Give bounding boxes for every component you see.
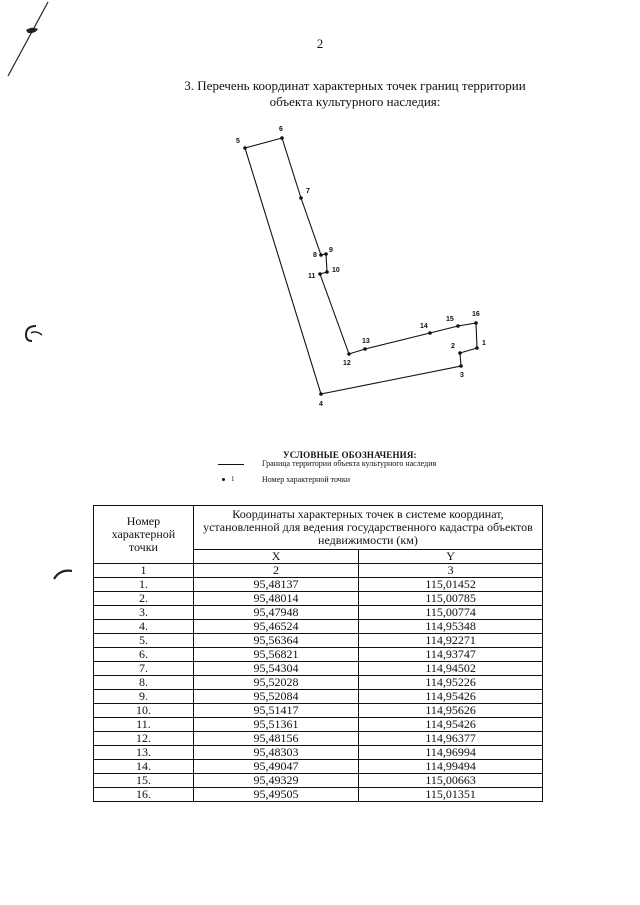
boundary-point	[319, 253, 323, 257]
boundary-point	[325, 270, 329, 274]
coord-y-cell: 114,96377	[359, 732, 543, 746]
boundary-point	[347, 352, 351, 356]
coord-x-cell: 95,51361	[193, 718, 358, 732]
boundary-point	[475, 346, 479, 350]
point-number-cell: 14.	[94, 760, 194, 774]
heading-line-1: 3. Перечень координат характерных точек границ территории	[184, 78, 526, 93]
coord-x-cell: 95,48156	[193, 732, 358, 746]
table-body	[94, 578, 543, 802]
boundary-point	[319, 392, 323, 396]
point-label: 16	[472, 311, 480, 318]
point-number-cell: 7.	[94, 662, 194, 676]
table-header-row	[94, 506, 543, 550]
coord-x-cell: 95,49047	[193, 760, 358, 774]
point-label: 3	[460, 372, 464, 379]
table-row	[94, 788, 543, 802]
point-number-cell: 13.	[94, 746, 194, 760]
coord-y-cell: 115,00785	[359, 592, 543, 606]
boundary-point	[299, 196, 303, 200]
header-y: Y	[359, 550, 543, 564]
coord-y-cell: 114,95626	[359, 704, 543, 718]
point-number-cell: 16.	[94, 788, 194, 802]
table-row	[94, 578, 543, 592]
legend-boundary-line	[218, 464, 244, 465]
header-point-number: Номер характерной точки	[94, 506, 194, 564]
point-label: 9	[329, 247, 333, 254]
table-row	[94, 690, 543, 704]
table-row	[94, 606, 543, 620]
point-label: 6	[279, 126, 283, 133]
index-cell: 2	[193, 564, 358, 578]
point-label: 12	[343, 360, 351, 367]
point-number-cell: 8.	[94, 676, 194, 690]
table-row	[94, 634, 543, 648]
table-row	[94, 746, 543, 760]
point-label: 14	[420, 323, 428, 330]
coord-y-cell: 115,01351	[359, 788, 543, 802]
coord-y-cell: 115,00663	[359, 774, 543, 788]
page-number: 2	[316, 36, 324, 51]
boundary-point	[280, 136, 284, 140]
table-row	[94, 732, 543, 746]
legend-point-sample: 1	[231, 475, 235, 483]
point-number-cell: 11.	[94, 718, 194, 732]
table-row	[94, 648, 543, 662]
table-row	[94, 662, 543, 676]
point-label: 1	[482, 340, 486, 347]
coord-x-cell: 95,48014	[193, 592, 358, 606]
table-row	[94, 718, 543, 732]
point-number-cell: 9.	[94, 690, 194, 704]
point-label: 7	[306, 188, 310, 195]
coord-x-cell: 95,46524	[193, 620, 358, 634]
coord-y-cell: 115,00774	[359, 606, 543, 620]
boundary-point	[474, 321, 478, 325]
margin-scribble-low	[52, 565, 74, 583]
point-number-cell: 3.	[94, 606, 194, 620]
coordinates-table	[93, 505, 543, 802]
boundary-point	[324, 252, 328, 256]
point-label: 8	[313, 252, 317, 259]
coord-y-cell: 114,93747	[359, 648, 543, 662]
boundary-point	[459, 364, 463, 368]
boundary-point	[318, 272, 322, 276]
heading-line-2: объекта культурного наследия:	[269, 94, 441, 109]
coord-x-cell: 95,47948	[193, 606, 358, 620]
coord-x-cell: 95,56364	[193, 634, 358, 648]
point-number-cell: 5.	[94, 634, 194, 648]
point-number-cell: 10.	[94, 704, 194, 718]
table-row	[94, 620, 543, 634]
table-row	[94, 676, 543, 690]
point-number-cell: 6.	[94, 648, 194, 662]
point-label: 10	[332, 267, 340, 274]
table-row	[94, 760, 543, 774]
boundary-point	[243, 146, 247, 150]
table-row	[94, 774, 543, 788]
coord-y-cell: 114,94502	[359, 662, 543, 676]
coord-x-cell: 95,48137	[193, 578, 358, 592]
coord-x-cell: 95,48303	[193, 746, 358, 760]
coord-y-cell: 114,99494	[359, 760, 543, 774]
index-cell: 1	[94, 564, 194, 578]
boundary-point	[458, 351, 462, 355]
legend-boundary-label: Граница территории объекта культурного наследия	[262, 459, 437, 468]
header-coordinates: Координаты характерных точек в системе координат, установленной для ведения государственного кадастра объектов недвижимости (км)	[193, 506, 542, 550]
coord-x-cell: 95,56821	[193, 648, 358, 662]
coord-y-cell: 114,95348	[359, 620, 543, 634]
margin-scribble-mid	[22, 322, 46, 346]
legend-point-label: Номер характерной точки	[262, 475, 350, 484]
point-number-cell: 2.	[94, 592, 194, 606]
coord-y-cell: 115,01452	[359, 578, 543, 592]
boundary-point	[456, 324, 460, 328]
coord-x-cell: 95,54304	[193, 662, 358, 676]
legend-point-dot	[222, 478, 225, 481]
section-heading	[150, 78, 560, 110]
coord-x-cell: 95,52028	[193, 676, 358, 690]
coord-x-cell: 95,49329	[193, 774, 358, 788]
point-label: 2	[451, 343, 455, 350]
point-number-cell: 12.	[94, 732, 194, 746]
boundary-line	[245, 138, 477, 394]
coord-y-cell: 114,96994	[359, 746, 543, 760]
coord-y-cell: 114,95426	[359, 690, 543, 704]
index-cell: 3	[359, 564, 543, 578]
point-number-cell: 15.	[94, 774, 194, 788]
table-index-row	[94, 564, 543, 578]
point-label: 4	[319, 401, 323, 408]
boundary-point	[363, 347, 367, 351]
boundary-plan	[225, 112, 505, 412]
table-row	[94, 592, 543, 606]
coord-x-cell: 95,52084	[193, 690, 358, 704]
point-label: 13	[362, 338, 370, 345]
coord-y-cell: 114,92271	[359, 634, 543, 648]
legend-title: УСЛОВНЫЕ ОБОЗНАЧЕНИЯ:	[283, 450, 417, 460]
coord-x-cell: 95,51417	[193, 704, 358, 718]
point-label: 5	[236, 138, 240, 145]
point-label: 11	[308, 273, 316, 280]
coord-y-cell: 114,95426	[359, 718, 543, 732]
boundary-point	[428, 331, 432, 335]
coord-x-cell: 95,49505	[193, 788, 358, 802]
point-number-cell: 1.	[94, 578, 194, 592]
table-row	[94, 704, 543, 718]
point-number-cell: 4.	[94, 620, 194, 634]
coord-y-cell: 114,95226	[359, 676, 543, 690]
header-x: X	[193, 550, 358, 564]
point-label: 15	[446, 316, 454, 323]
